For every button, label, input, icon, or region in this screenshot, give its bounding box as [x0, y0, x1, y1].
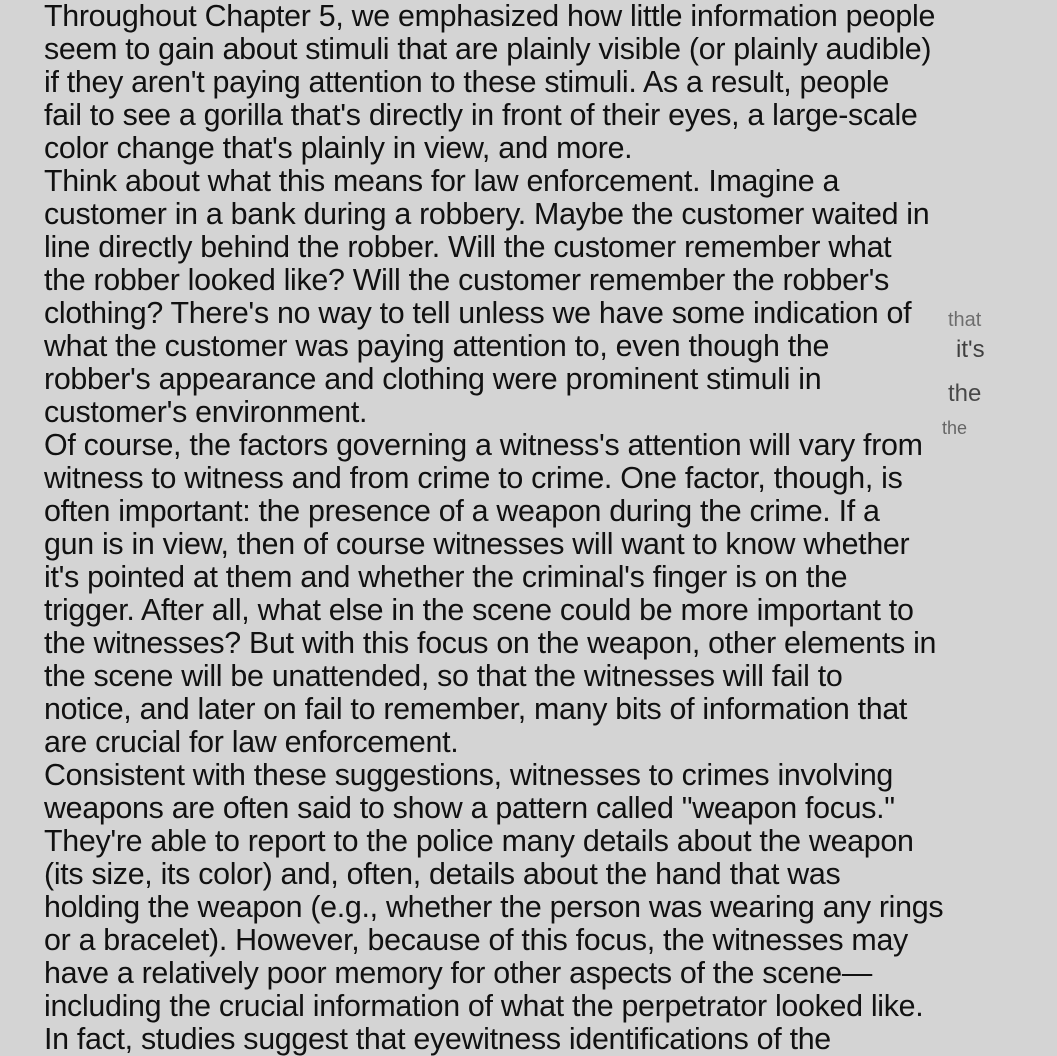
text-line: customer's environment.	[44, 395, 368, 429]
text-line: notice, and later on fail to remember, many bits of information that	[44, 692, 908, 726]
document-body	[44, 0, 1044, 1056]
text-line: They're able to report to the police many details about the weapon	[44, 824, 914, 858]
text-line: color change that's plainly in view, and more.	[44, 131, 633, 165]
text-line: In fact, studies suggest that eyewitness identifications of the	[44, 1022, 831, 1056]
text-line: what the customer was paying attention to, even though the	[44, 329, 830, 363]
glitch-fragment: the	[948, 380, 982, 407]
text-line: gun is in view, then of course witnesses will want to know whether	[44, 527, 910, 561]
text-line: robber's appearance and clothing were prominent stimuli in	[44, 362, 822, 396]
text-line: the scene will be unattended, so that the witnesses will fail to	[44, 659, 843, 693]
text-line: if they aren't paying attention to these stimuli. As a result, people	[44, 65, 889, 99]
text-line: Think about what this means for law enforcement. Imagine a	[44, 164, 840, 198]
text-line: fail to see a gorilla that's directly in front of their eyes, a large-scale	[44, 98, 918, 132]
text-line: it's pointed at them and whether the criminal's finger is on the	[44, 560, 848, 594]
text-line: often important: the presence of a weapon during the crime. If a	[44, 494, 880, 528]
text-line: clothing? There's no way to tell unless we have some indication of	[44, 296, 912, 330]
glitch-fragment: it's	[956, 336, 985, 363]
text-line: holding the weapon (e.g., whether the person was wearing any rings	[44, 890, 944, 924]
glitch-fragment: that	[948, 309, 982, 331]
text-line: or a bracelet). However, because of this focus, the witnesses may	[44, 923, 908, 957]
text-line: witness to witness and from crime to crime. One factor, though, is	[44, 461, 903, 495]
text-line: have a relatively poor memory for other aspects of the scene—	[44, 956, 872, 990]
text-line: (its size, its color) and, often, details about the hand that was	[44, 857, 841, 891]
text-line: including the crucial information of what the perpetrator looked like.	[44, 989, 924, 1023]
text-line: trigger. After all, what else in the scene could be more important to	[44, 593, 914, 627]
text-glitch-overlay	[942, 308, 1018, 438]
glitch-fragment: the	[942, 418, 968, 438]
text-line: Of course, the factors governing a witness's attention will vary from	[44, 428, 923, 462]
text-line: line directly behind the robber. Will the customer remember what	[44, 230, 892, 264]
text-line: customer in a bank during a robbery. Maybe the customer waited in	[44, 197, 930, 231]
text-line: Throughout Chapter 5, we emphasized how little information people	[44, 0, 936, 33]
text-line: the robber looked like? Will the customer remember the robber's	[44, 263, 889, 297]
text-line: the witnesses? But with this focus on the weapon, other elements in	[44, 626, 937, 660]
text-line: are crucial for law enforcement.	[44, 725, 459, 759]
text-line: weapons are often said to show a pattern called "weapon focus."	[44, 791, 895, 825]
text-line: seem to gain about stimuli that are plainly visible (or plainly audible)	[44, 32, 932, 66]
text-line: Consistent with these suggestions, witnesses to crimes involving	[44, 758, 894, 792]
